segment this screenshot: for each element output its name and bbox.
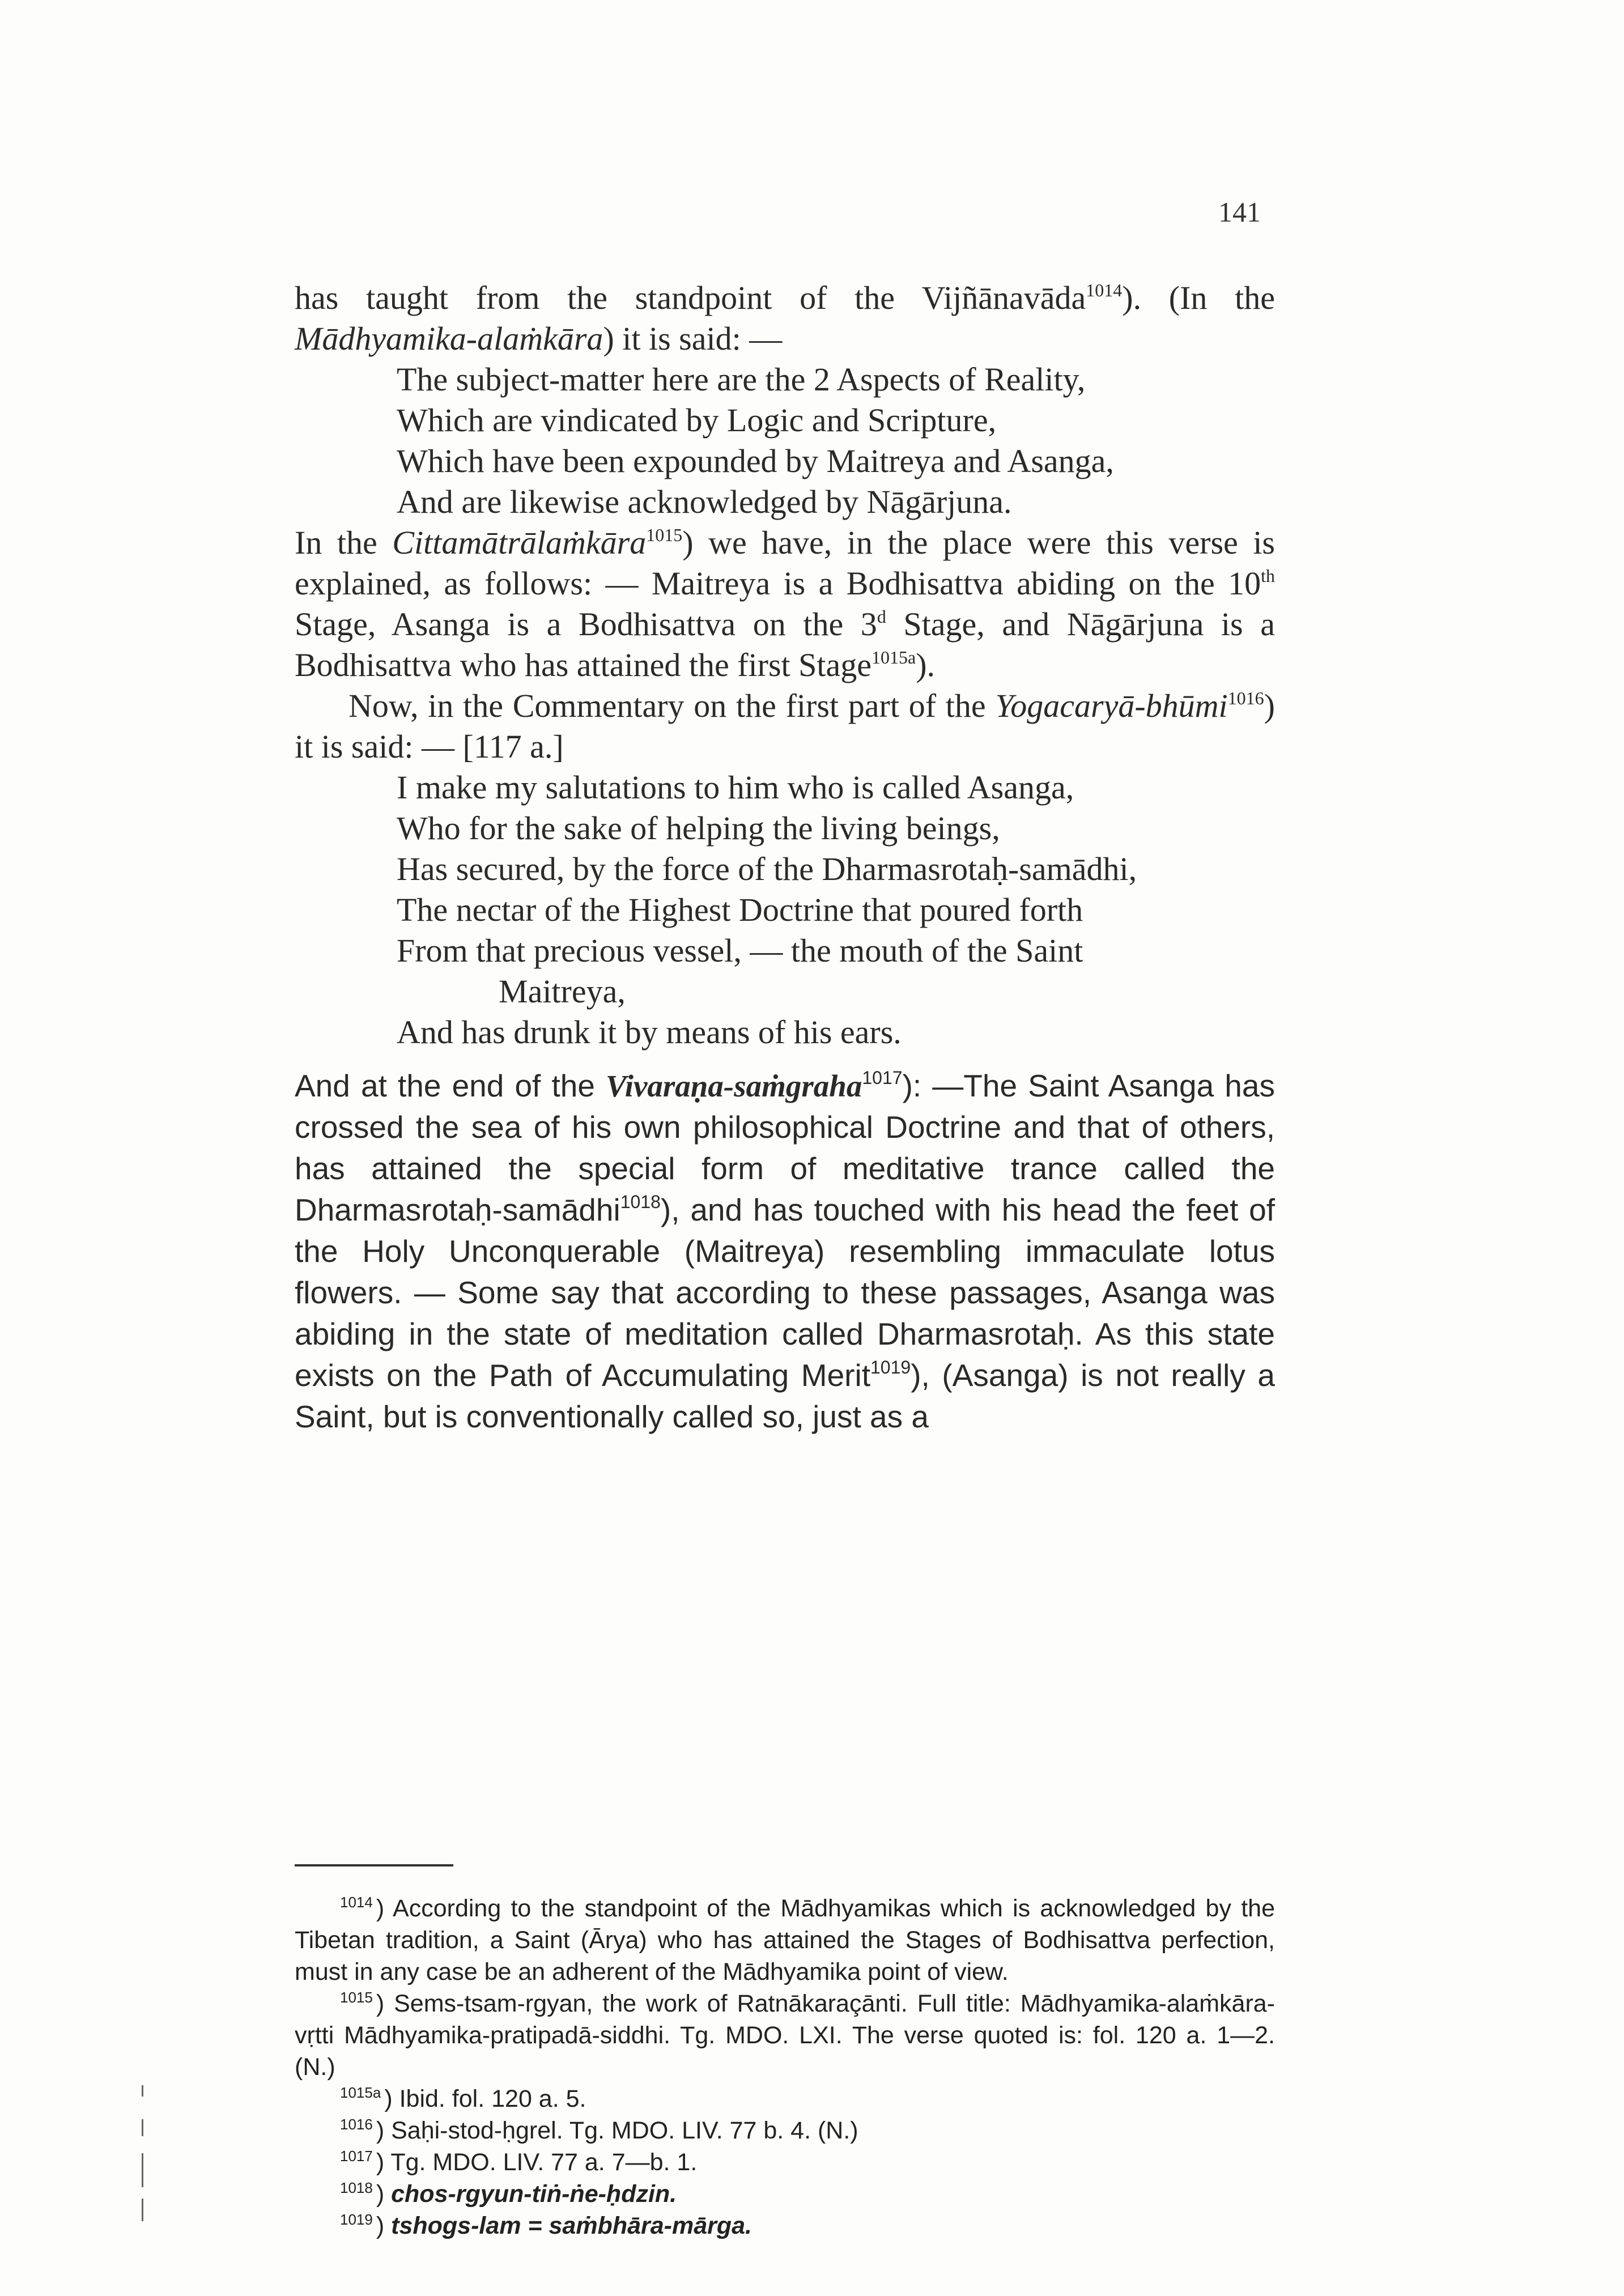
para3-tail: ) it is said: — [117 a.] [295, 687, 1275, 765]
footnote-ref-1016[interactable]: 1016 [1227, 688, 1264, 708]
para2-tail: ). [916, 647, 936, 683]
title-yogacarya-bhumi: Yogacaryā-bhūmi [995, 687, 1228, 724]
verse-line: Has secured, by the force of the Dharmasrotaḥ-samādhi, [397, 851, 1137, 887]
footnote-1019 [295, 2210, 1275, 2242]
scan-artifact [142, 2119, 143, 2136]
para3-text: Now, in the Commentary on the first part of the [348, 687, 996, 724]
para4-text-1: ): —The Saint Asanga has crossed the sea of his own philosophical Doctrine and that of others, has attained the special form of meditative trance called the Dharmasrotaḥ-samādhi [295, 1068, 1275, 1227]
footnote-text: ) Saḥi-stod-ḥgrel. Tg. MDO. LIV. 77 b. 4. (N.) [376, 2117, 858, 2144]
footnote-number: 1015 [340, 1989, 373, 2006]
title-vivarana-samgraha: Vivaraṇa-saṁgraha [606, 1069, 862, 1103]
footnote-number: 1014 [340, 1894, 373, 1911]
para4-text-2: ), and has touched with his head the feet of the Holy Unconquerable (Maitreya) resembling immaculate lotus flowers. — Some say that according to these passages, Asanga was abiding in the state of meditation called Dharmasrotaḥ. As this state exists on the Path of Accumulating Merit [295, 1192, 1275, 1393]
verse-line: From that precious vessel, — the mouth of the Saint [397, 932, 1083, 969]
title-cittamatralamkara: Cittamātrālaṁkāra [392, 524, 647, 561]
para2-text: In the [295, 524, 393, 561]
footnote-text: ) Sems-tsam-rgyan, the work of Ratnākaraçānti. Full title: Mādhyamika-alaṁkāra-vṛtti Mādhyamika-pratipadā-siddhi. Tg. MDO. LXI. The verse quoted is: fol. 120 a. 1—2. (N.) [295, 1990, 1275, 2081]
para1-text-2: ). (In the [1122, 279, 1275, 316]
scan-artifact [142, 2199, 143, 2221]
footnote-text: ) Tg. MDO. LIV. 77 a. 7—b. 1. [376, 2149, 698, 2176]
footnote-number: 1016 [340, 2116, 373, 2133]
verse-line: I make my salutations to him who is called Asanga, [397, 769, 1074, 806]
page-number: 141 [1218, 196, 1261, 228]
footnote-separator [295, 1864, 453, 1866]
footnote-ref-1017[interactable]: 1017 [862, 1068, 903, 1088]
verse-line: Which are vindicated by Logic and Scripture, [397, 402, 997, 439]
footnote-italic: chos-rgyun-tiṅ-ṅe-ḥdzin. [391, 2180, 677, 2208]
title-madhyamika-alamkara: Mādhyamika-alaṁkāra [295, 320, 603, 357]
footnote-text: ) [376, 2180, 392, 2208]
para4-text: And at the end of the [295, 1068, 606, 1103]
para2-mid: ) we have, in the place were this verse is explained, as follows: — Maitreya is a Bodhisattva abiding on the 10 [295, 524, 1276, 602]
para1-tail: ) it is said: — [603, 320, 783, 357]
footnote-ref-1015a[interactable]: 1015a [871, 647, 916, 667]
footnote-1018 [295, 2178, 1275, 2210]
scan-artifact [142, 2153, 143, 2187]
verse-line: The nectar of the Highest Doctrine that poured forth [397, 891, 1083, 928]
para2-mid3: Stage, and Nāgārjuna is a Bodhisattva who has attained the first Stage [295, 606, 1275, 683]
verse-1 [397, 359, 1275, 522]
footnote-1015 [295, 1988, 1275, 2083]
footnote-number: 1019 [340, 2211, 373, 2228]
footnote-1014 [295, 1893, 1275, 1988]
footnote-number: 1018 [340, 2179, 373, 2196]
scan-artifact [142, 2085, 143, 2097]
footnote-text: ) Ibid. fol. 120 a. 5. [384, 2085, 586, 2112]
footnote-ref-1018[interactable]: 1018 [620, 1192, 661, 1212]
paragraph-1 [295, 278, 1275, 359]
footnote-ref-1019[interactable]: 1019 [870, 1357, 911, 1377]
footnote-1017 [295, 2146, 1275, 2178]
footnote-ref-1015[interactable]: 1015 [646, 525, 683, 545]
para4-text-3: ), (Asanga) is not really a Saint, but is conventionally called so, just as a [295, 1358, 1275, 1434]
verse-line-continuation: Maitreya, [499, 973, 626, 1010]
footnote-number: 1017 [340, 2148, 373, 2165]
verse-line: Who for the sake of helping the living beings, [397, 810, 1000, 847]
para1-text: has taught from the standpoint of the Vijñānavāda [295, 279, 1086, 316]
paragraph-2 [295, 522, 1275, 686]
para2-mid2: Stage, Asanga is a Bodhisattva on the 3 [295, 606, 877, 643]
footnote-number: 1015a [340, 2084, 381, 2101]
paragraph-3 [295, 686, 1275, 767]
verse-line: Which have been expounded by Maitreya and Asanga, [397, 443, 1114, 479]
verse-line: And are likewise acknowledged by Nāgārjuna. [397, 483, 1012, 520]
ordinal-suffix: th [1261, 566, 1275, 586]
main-text [295, 278, 1275, 1438]
footnote-text: ) According to the standpoint of the Mādhyamikas which is acknowledged by the Tibetan tradition, a Saint (Ārya) who has attained the Stages of Bodhisattva perfection, must in any case be an adherent of the Mādhyamika point of view. [295, 1895, 1275, 1985]
paragraph-4 [295, 1065, 1275, 1438]
footnotes [295, 1893, 1275, 2242]
verse-line: And has drunk it by means of his ears. [397, 1014, 902, 1051]
ordinal-suffix: d [877, 606, 886, 627]
footnote-italic: tshogs-lam = saṁbhāra-mārga. [391, 2212, 752, 2239]
verse-line: The subject-matter here are the 2 Aspects of Reality, [397, 361, 1086, 398]
footnote-text: ) [376, 2212, 392, 2239]
footnote-ref-1014[interactable]: 1014 [1086, 280, 1123, 300]
footnote-1016 [295, 2115, 1275, 2146]
verse-2 [397, 767, 1275, 1053]
footnote-1015a [295, 2083, 1275, 2115]
